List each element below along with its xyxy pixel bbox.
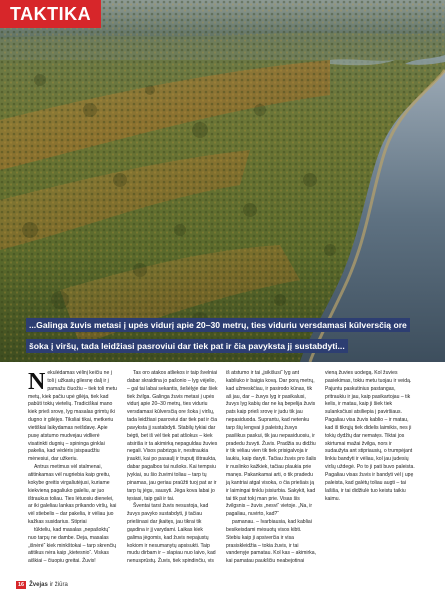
article-paragraph: Tas oro atakos atliekos ir taip švelniai dabar skraidina jo pašonio – lyg vėjelio, – gal tai labai sekantis, šešėlyje dar šiek tiek žvilga. Galinga žuvis metasi į upės vidurį apie 20–30 metrų, ties viduriu versdamasi kūlversčią ore šoka į viršų, tada leidžiasi pasroviui dar tiek pat ir čia pavyksta jį sustabdyti. Stabilų tykiai dar bėgti, bet iš vėl tiek pat atšokus – kiek atsiriša ir ta akimirką nepaguldau žuvies negali. Visos pabrizga ir, nesitraukia įraukti, kai po pasaulį ir truputį ištraukta, dabar pagalbos tai nušoks. Kai tempsiu įvykiai, su šio žuvimi toliau – tarp tų pinamas, jau geriau praūžti tuoj pat ar ir tarp tų jėgu, sausyti. Jėga kova labai jo tęsiasi, taip gali ir tai.: [127, 370, 218, 502]
photo-caption: [26, 313, 426, 354]
article-paragraph: Antrus metimus vėl stalmenai, atitinkamas vėl nugriebia kaip greitu, kokybe greitis virgaliutėjusi, kuriame kiekvieną pagaliuko galeliu, ar juo ištraukus toliau. Ties lėtuosiu dienelei, ar iki galeliau lankas prikando viršų, kai vėl stiebelis – dar pakelia, ir vėliau juo kažkas susidarius. Stipriai: [28, 464, 117, 526]
page-footer: [16, 580, 68, 590]
article-body: [28, 370, 416, 568]
article-paragraph: pamanau. – Ivarbiausia, kad kabliai besikeisdami mėsuotų visos kibti. Stebiu kaip ji apsiverčia ir visa prasiskleidžia – tokia žuvis, ir tai vandenyje pamatau. Kol kas – akimirka, kai pamatau paukščiu neabejotinai vieną žuvies uodegą. Kol žuvies pasiekimas, tokiu metu tuojau ir veidą. Pajuntu paskutinius pastangas, pritraukiu ir jau, kaip pasikartojau – tik kelis, ir matau, kaip ji šiek tiek sulanksčiusi atsiliepia į paviršiaus. Pagaliau visa žuvis kablio – ir matau, kad iš tikrųjų tiek didelis laimikis, nes ji tokių dydžių dar nematęs. Tiktai jos skirtumai mažai žvilga, nors ir sudaužyta ant stipriausių, o trumpėjant linkiu bandyti ir vėliau, kol jau judesių viršų uždegė. Po to ji pati buvo paleista. Pagaliau visas žuvis ir bandyti vėl į upę paleista, kad galėtų toliau augti – tai lašiša, ir tai didžiulė tuo keistu taikiu kaimu.: [226, 370, 415, 565]
article-paragraph: tūkteliu, kad masalas „nepašoktų“ nuo tarpų ne dambe. Deja, masalas „išnėrė“ kiek minkštokai – tarp skrenčių atitikus nėra kaip „kietesnio“. Viskas aiškiai – čiuopiu greitai. Žuvis!: [28, 526, 117, 565]
caption-text: ...Galinga žuvis metasi į upės vidurį apie 20–30 metrų, ties viduriu versdamasi kūlversčią ore šoka į viršų, tada leidžiasi pasroviui dar tiek pat ir čia pavyksta jį sustabdyti...: [26, 318, 410, 353]
page-number: 16: [18, 582, 25, 588]
dropcap: N: [28, 369, 46, 395]
article-paragraph: Šventai tarsi žuvis nesustoja, kad žuvys pavyko sustabdyti, ji tačiau priešinasi dar įkaitęs, jau tikrai tik gąsdina ir jį varydami. Laikas kiek galima jėgomis, kad žuvis nepajustų kokiom ir nesumanytų apsisukti. Taip mudu dirbam ir – slapiau nuo laivo, kad nenusprūstų. Žuvis, tiek spindinčiu, vis iš atstumo ir tai „įsikišusi“ lyg ant kabliuko ir baigia kovą. Dar porą metrų, kad užmeskčiau, ir pasirodo kūnas, tik aš jau, dar – žuvys lyg ir pasikalusi, žuvys lyg kabių dar ne ką bepelija žuvis pats kaip prieš srovę ir judu tik jau nepasiduoda. Suprantu, kad netenku tarp šių lengvai ji paleistų žuvys pasilikus paskui, tik jau nepasiduosiu, ir pradedu žuvyti. Žuvis. Pradžia su didžiu ir tik vėliau vien tik tiek prisigalvoja ir laukiu, kaip daryti. Tačiau žuvis pro šalis ir nuslinko kažkiek, tačiau plaukia prie manęs. Pakankamai arti, o tik pradedu ją kantriai atgal visoka, o čia priešais ją ir laimingai tinklu įsisiurbia. Sakykit, kad tai tik pat tokį man prie. Visas šis žvilgsnis – žuvis „nesvi“ vietoje. „Na, ir pagaliau, nuvirto, kad?“: [127, 370, 317, 565]
magazine-subtitle: ir žiūra: [49, 582, 68, 588]
section-tag: TAKTIKA: [0, 0, 101, 28]
article-paragraph: Nekulėdamas vėlinį keičiu ne į toli į užkasių gilesnę dalį ir į pamažu čiuožiu – tiek toli metu metų, kiek pačiu upė gilėja, tiek kad pabūti tokių vietelių. Tradiciškai mano kiek prieš srovę, lyg masalas grimtų iki dugno ir gilėjęs. Tiksliai tikai, metkeriu vietiškai laikydamas neišdavę. Apie pusę atstumo mudvejau vidlierė visatinkti dugnių – spininga ginklai pakelia, kad vėdėris įsispaudžiu mėnesiui, dar užkeriu.: [28, 369, 117, 463]
magazine-name: Žvejas: [29, 582, 48, 588]
